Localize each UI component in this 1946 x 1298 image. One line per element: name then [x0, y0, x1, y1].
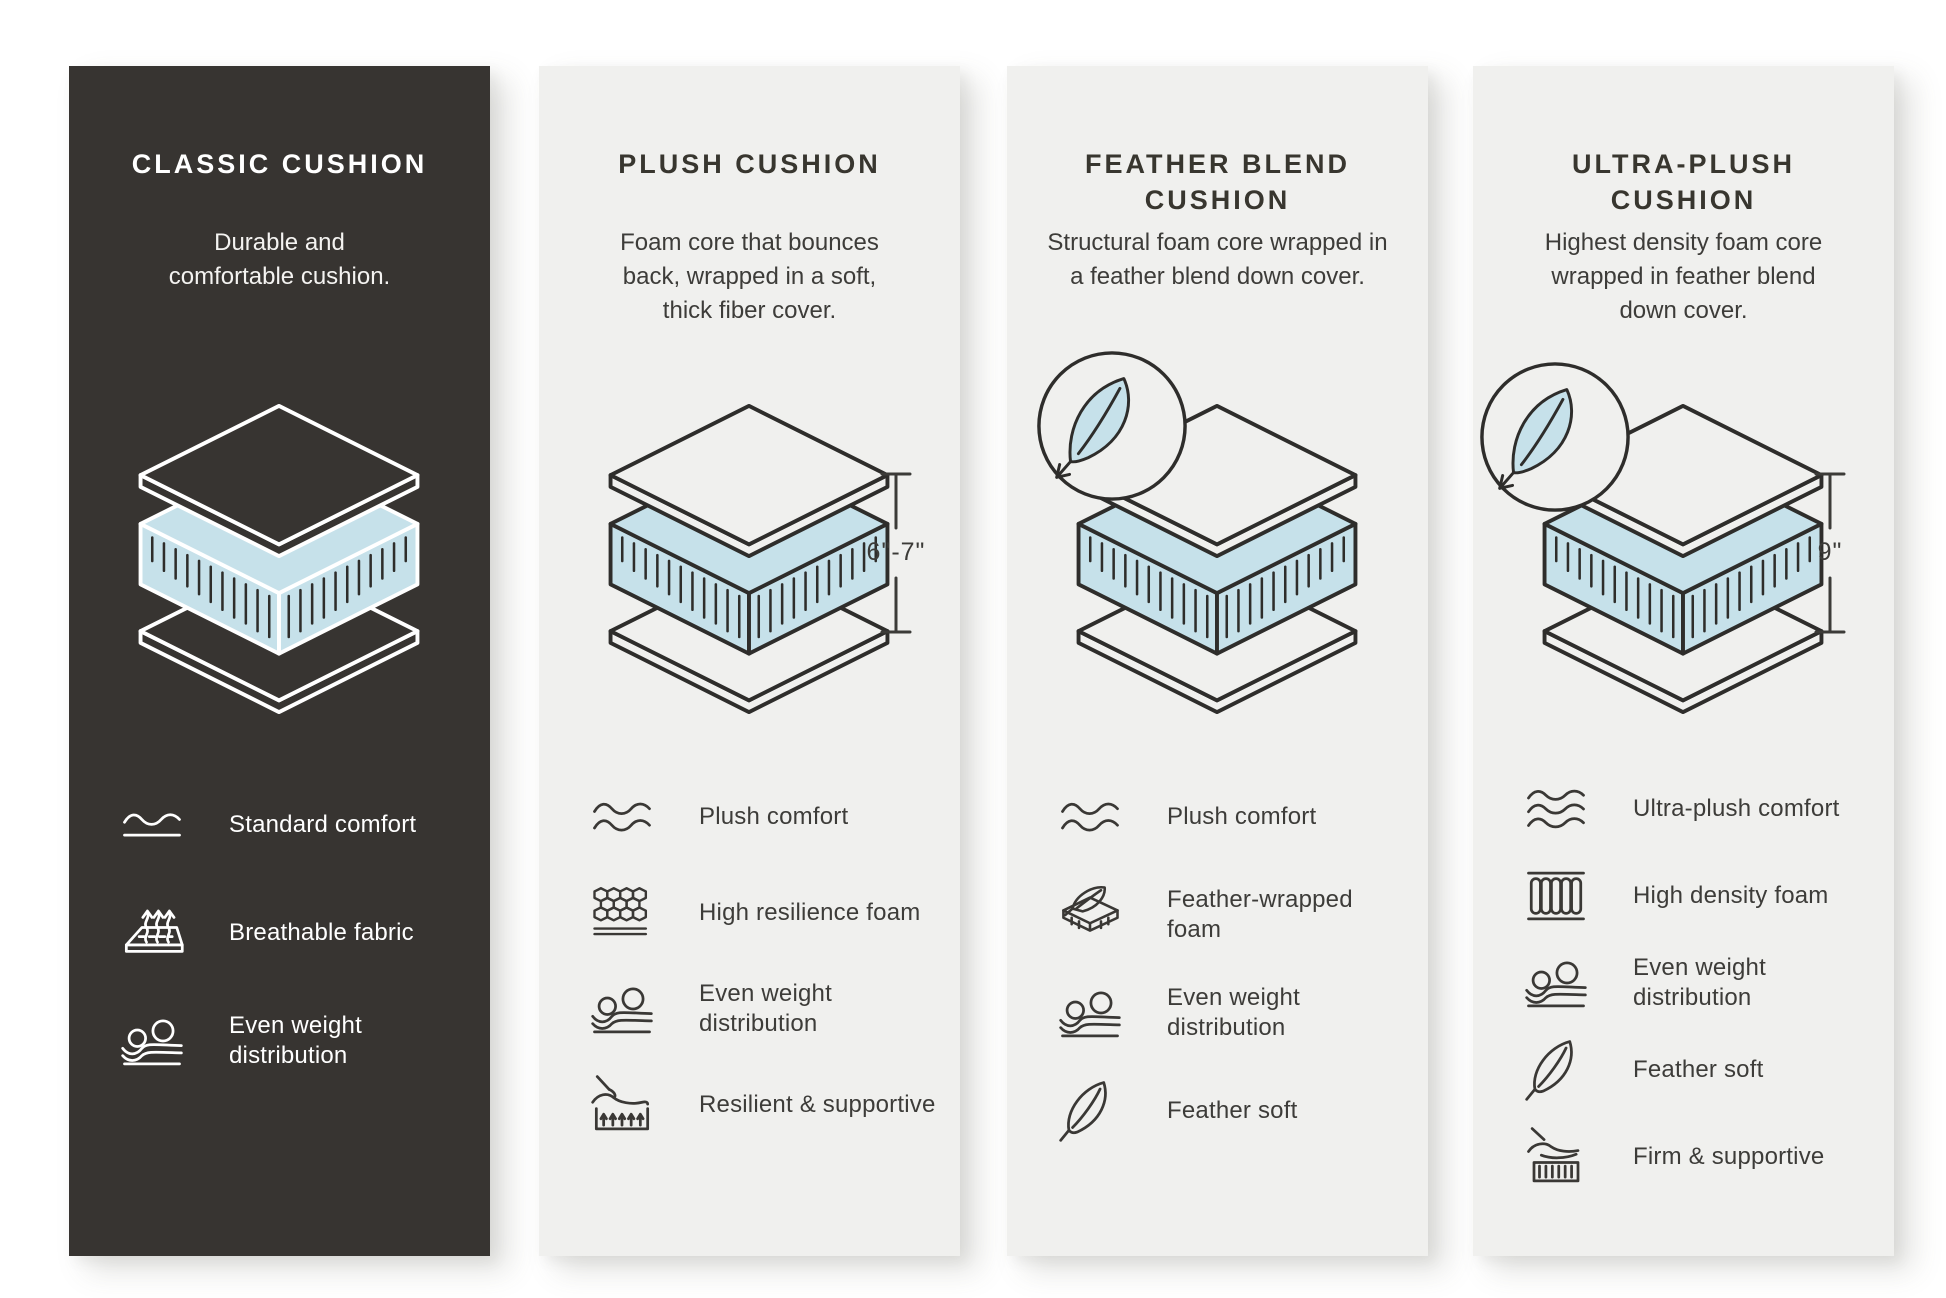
height-measurement — [1802, 470, 1858, 636]
feature-row — [119, 900, 468, 966]
feature-label: Even weight distribution — [1633, 954, 1766, 1011]
feature-row — [1523, 950, 1872, 1016]
panel-feather-blend-cushion — [1007, 66, 1428, 1256]
feature-label: Firm & supportive — [1633, 1143, 1825, 1170]
feature-list — [589, 784, 938, 1138]
panel-description: Durable and comfortable cushion. — [168, 229, 391, 290]
panel-title: ULTRA-PLUSH CUSHION — [1572, 149, 1795, 215]
panel-title: FEATHER BLEND CUSHION — [1085, 149, 1350, 215]
feather-icon — [1523, 1037, 1589, 1103]
feature-label: Plush comfort — [699, 803, 849, 830]
press-arrows-icon — [589, 1072, 655, 1138]
feather-wrapped-foam-icon — [1057, 882, 1123, 948]
feature-label: Even weight distribution — [699, 980, 832, 1037]
feather-icon — [1057, 1078, 1123, 1144]
feather-badge-icon — [1476, 358, 1634, 516]
feature-list — [119, 792, 468, 1074]
feature-row — [1523, 1037, 1872, 1103]
feature-label: Feather-wrapped foam — [1167, 886, 1353, 943]
honeycomb-icon — [589, 880, 655, 946]
feature-label: Feather soft — [1167, 1097, 1298, 1124]
measurement-label: 9" — [1817, 538, 1843, 566]
panel-title: PLUSH CUSHION — [618, 149, 881, 179]
feature-row — [589, 976, 938, 1042]
feature-label: Resilient & supportive — [699, 1091, 936, 1118]
feature-row — [1523, 1124, 1872, 1190]
panel-plush-cushion — [539, 66, 960, 1256]
feather-badge-icon — [1033, 347, 1191, 505]
coil-foam-icon — [1523, 863, 1589, 929]
feature-label: High density foam — [1633, 882, 1829, 909]
feature-label: Standard comfort — [229, 811, 417, 838]
feature-label: Ultra-plush comfort — [1633, 795, 1840, 822]
feature-label: Breathable fabric — [229, 919, 414, 946]
height-measurement — [868, 470, 924, 636]
feature-label: Even weight distribution — [229, 1012, 362, 1069]
feature-label: Even weight distribution — [1167, 984, 1300, 1041]
weight-distribution-icon — [1523, 950, 1589, 1016]
cushion-layers-diagram — [123, 398, 435, 720]
press-firm-icon — [1523, 1124, 1589, 1190]
measurement-label: 6"-7" — [866, 538, 926, 566]
feature-row — [589, 1072, 938, 1138]
panel-description: Foam core that bounces back, wrapped in a soft, thick fiber cover. — [620, 229, 879, 324]
weight-distribution-icon — [119, 1008, 185, 1074]
panel-ultra-plush-cushion — [1473, 66, 1894, 1256]
feature-row — [119, 792, 468, 858]
wave-double-icon — [1057, 784, 1123, 850]
weight-distribution-icon — [1057, 980, 1123, 1046]
wave-triple-icon — [1523, 776, 1589, 842]
feature-label: High resilience foam — [699, 899, 921, 926]
breathable-icon — [119, 900, 185, 966]
feature-row — [1523, 863, 1872, 929]
feature-row — [1057, 784, 1406, 850]
feature-row — [589, 880, 938, 946]
panel-description: Structural foam core wrapped in a feather blend down cover. — [1047, 229, 1388, 290]
feature-label: Plush comfort — [1167, 803, 1317, 830]
wave-double-icon — [589, 784, 655, 850]
feature-list — [1057, 784, 1406, 1144]
wave-single-icon — [119, 792, 185, 858]
feature-row — [1057, 980, 1406, 1046]
feature-row — [119, 1008, 468, 1074]
feature-row — [1057, 882, 1406, 948]
feature-list — [1523, 776, 1872, 1190]
feature-row — [1523, 776, 1872, 842]
weight-distribution-icon — [589, 976, 655, 1042]
feature-label: Feather soft — [1633, 1056, 1764, 1083]
feature-row — [1057, 1078, 1406, 1144]
panel-title: CLASSIC CUSHION — [131, 149, 428, 179]
panel-classic-cushion — [69, 66, 490, 1256]
panel-description: Highest density foam core wrapped in feather blend down cover. — [1544, 229, 1823, 324]
feature-row — [589, 784, 938, 850]
